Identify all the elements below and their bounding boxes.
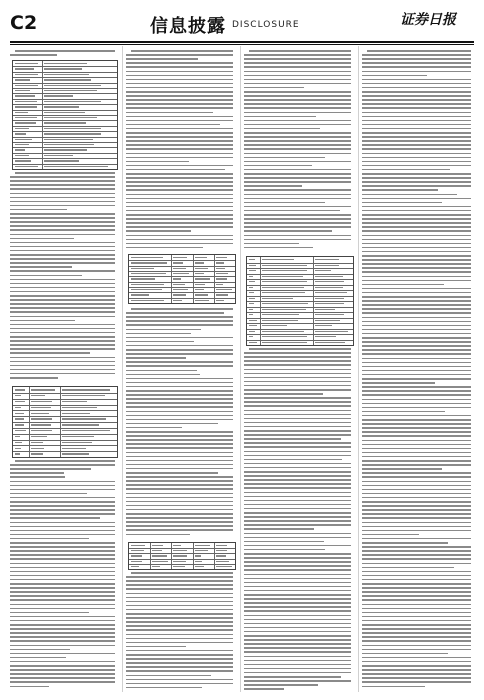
data-table xyxy=(12,60,118,170)
data-table xyxy=(246,256,354,346)
column-1 xyxy=(10,46,118,692)
column-divider xyxy=(240,46,241,692)
header-rule-thin xyxy=(10,44,474,45)
column-2 xyxy=(126,46,236,692)
data-table xyxy=(128,254,236,304)
data-table xyxy=(12,386,118,458)
data-table xyxy=(128,542,236,570)
column-divider xyxy=(358,46,359,692)
page-number: C2 xyxy=(10,12,38,34)
column-3 xyxy=(244,46,354,692)
section-title: 信息披露 xyxy=(150,16,226,37)
section-title-en: DISCLOSURE xyxy=(232,20,300,30)
column-divider xyxy=(122,46,123,692)
masthead xyxy=(0,0,484,44)
newspaper-logo: 证券日报 xyxy=(400,12,456,28)
header-rule xyxy=(10,41,474,43)
column-4 xyxy=(362,46,474,692)
